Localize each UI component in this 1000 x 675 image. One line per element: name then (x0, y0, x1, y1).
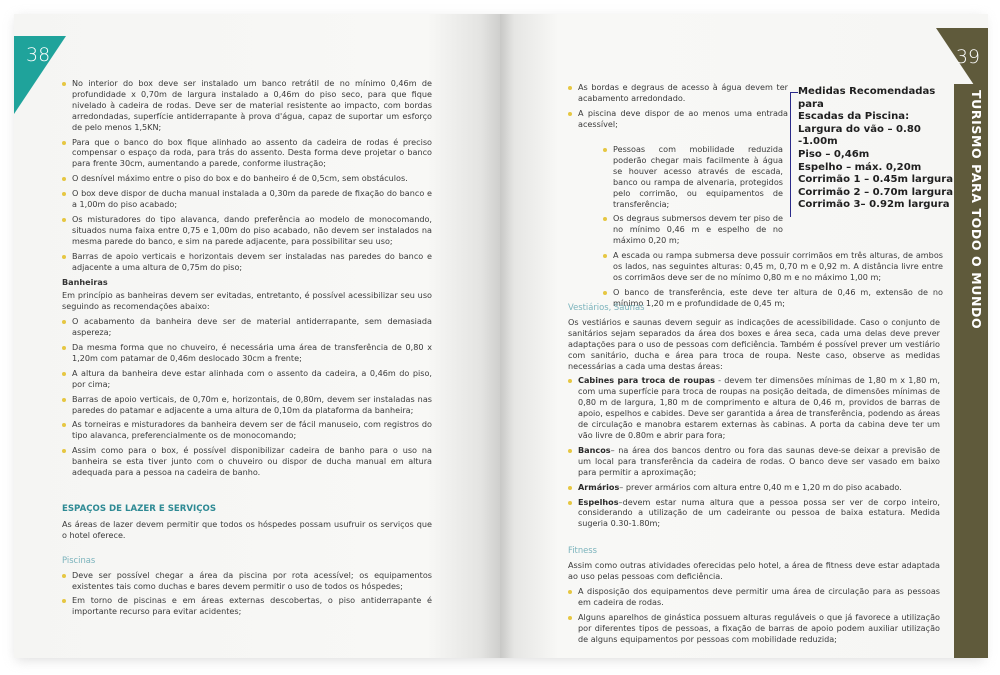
page-number-left: 38 (26, 44, 51, 66)
fitness-heading: Fitness (568, 545, 598, 556)
left-column (62, 78, 432, 621)
list-item: Para que o banco do box fique alinhado ao assento da cadeira de rodas é preciso compensar o espaço da roda, para trás do assento. Desta forma deve projetar o banco para frente 30cm, aumentando a parede, conforme ilustração; (62, 137, 432, 170)
list-item: No interior do box deve ser instalado um banco retrátil de no mínimo 0,46m de profundidade x 0,70m de largura instalado a 0,46m do piso seco, para que fique nivelado à cadeira de rodas. Deve ser de material resistente ao impacto, com bordas arredondadas, superfície antiderrapante à prova d'água, capaz de suportar um esforço de pelo menos 1,5KN; (62, 78, 432, 133)
list-item: Os misturadores do tipo alavanca, dando preferência ao modelo de monocomando, situados numa faixa entre 0,75 e 1,00m do piso acabado, não devem ser instalados na mesma parede do banco, e sim na parede adjacente, para possibilitar seu uso; (62, 214, 432, 247)
lead-text: Armários (578, 481, 620, 492)
page-number-right: 39 (955, 46, 980, 68)
list-item: A disposição dos equipamentos deve permitir uma área de circulação para as pessoas em cadeira de rodas. (568, 586, 940, 608)
box-line: Corrimão 1 – 0.45m largura (798, 174, 954, 186)
box-line: Piso – 0,46m (798, 148, 870, 160)
list-item: Alguns aparelhos de ginástica possuem alturas reguláveis o que já favorece a utilização por diferentes tipos de pessoas, a fixação de barras de apoio podem auxiliar utilização de alguns equipamentos por pessoas com mobilidade reduzida; (568, 612, 940, 645)
list-item: Em torno de piscinas e em áreas externas descobertas, o piso antiderrapante é importante recurso para evitar acidentes; (62, 595, 432, 617)
box-line: Corrimão 2 – 0.70m largura (798, 186, 954, 198)
section-heading-lazer: ESPAÇOS DE LAZER E SERVIÇOS (62, 504, 217, 514)
list-item (568, 497, 940, 530)
vertical-title: TURISMO PARA TODO O MUNDO (969, 90, 984, 330)
lead-text: Espelhos (578, 496, 619, 507)
list-item: A escada ou rampa submersa deve possuir corrimãos em três alturas, de ambos os lados, nas seguintes alturas: 0,45 m, 0,70 m e 0,92 m. A distância livre entre os corrimãos deve ser de no mínimo 0,80 m e no máximo 1,00 m; (603, 250, 943, 283)
list-item: O acabamento da banheira deve ser de material antiderrapante, sem demasiada aspereza; (62, 316, 432, 338)
right-page (500, 14, 988, 658)
item-text: – na área dos bancos dentro ou fora das saunas deve-se deixar a previsão de um local para transferência da cadeira de rodas. O banco deve ser vasado em baixo para permitir a aproximação; (578, 444, 940, 477)
box-line: Medidas Recomendadas para (798, 86, 936, 110)
list-item: O box deve dispor de ducha manual instalada a 0,30m da parede de fixação do banco e a 1,00m do piso acabado; (62, 188, 432, 210)
list-item: Pessoas com mobilidade reduzida poderão chegar mais facilmente à água se houver acesso através de escada, banco ou rampa de alvenaria, protegidos pelo corrimão, ou equipamentos de transferência; (603, 144, 783, 209)
list-item (568, 445, 940, 478)
list-item: As bordas e degraus de acesso à água devem ter acabamento arredondado. (568, 82, 788, 104)
list-item (568, 482, 940, 493)
vestiarios-bullets (568, 375, 940, 529)
list-item: Barras de apoio verticais, de 0,70m e, horizontais, de 0,80m, devem ser instaladas nas paredes do patamar e adjacente a uma altura de 0,10m da plataforma da banheira; (62, 394, 432, 416)
list-item: A piscina deve dispor de ao menos uma entrada acessível; (568, 108, 788, 130)
box-bullets (62, 78, 432, 273)
list-item: Deve ser possível chegar a área da piscina por rota acessível; os equipamentos existentes tais como duchas e bares devem permitir o uso de todos os hóspedes; (62, 570, 432, 592)
right-top-column (568, 82, 788, 134)
fitness-intro: Assim como outras atividades oferecidas pelo hotel, a área de fitness deve estar adaptada ao uso pelas pessoas com deficiência. (568, 560, 940, 582)
box-line: Corrimão 3– 0.92m largura (798, 199, 950, 211)
banheiras-bullets (62, 316, 432, 478)
list-item: O desnível máximo entre o piso do box e do banheiro é de 0,5cm, sem obstáculos. (62, 173, 432, 184)
list-item: Barras de apoio verticais e horizontais devem ser instaladas nas paredes do banco e adjacente a uma altura de 0,75m do piso; (62, 251, 432, 273)
box-line: Espelho – máx. 0,20m (798, 161, 922, 173)
box-line: Largura do vão – 0.80 -1.00m (798, 123, 921, 148)
list-item: Assim como para o box, é possível disponibilizar cadeira de banho para o uso na banheira se esta tiver junto com o chuveiro ou dispor de ducha manual em altura adequada para a pessoa na cadeira de banho. (62, 445, 432, 478)
left-page (14, 14, 500, 658)
lead-text: Bancos (578, 444, 611, 455)
lead-text: Cabines para troca de roupas (578, 375, 715, 386)
banheiras-intro: Em princípio as banheiras devem ser evitadas, entretanto, é possível acessibilizar seu uso seguindo as recomendações abaixo: (62, 290, 432, 312)
vestiarios-intro: Os vestiários e saunas devem seguir as indicações de acessibilidade. Caso o conjunto de sanitários sejam separados da área dos boxes e área seca, cada uma delas deve prever adaptações para o uso de pessoas com deficiência. Também é possível prever um vestiário com sanitário, ducha e área para troca de roupa. Neste caso, observe as medidas necessárias a cada uma destas áreas: (568, 316, 940, 371)
banheiras-heading: Banheiras (62, 276, 108, 287)
list-item: A altura da banheira deve estar alinhada com o assento da cadeira, a 0,46m do piso, por cima; (62, 368, 432, 390)
piscina-bullets (568, 82, 788, 130)
list-item: O banco de transferência, este deve ter altura de 0,46 m, extensão de no mínimo 1,20 m e profundidade de 0,45 m; (603, 287, 943, 309)
list-item: Os degraus submersos devem ter piso de no mínimo 0,46 m e espelho de no máximo 0,20 m; (603, 213, 783, 246)
list-item: Da mesma forma que no chuveiro, é necessária uma área de transferência de 0,80 x 1,20m com patamar de 0,46m deslocado 30cm a frente; (62, 342, 432, 364)
list-item (568, 375, 940, 440)
section-intro: As áreas de lazer devem permitir que todos os hóspedes possam usufruir os serviços que o hotel oferece. (62, 518, 432, 540)
list-item: As torneiras e misturadores da banheira devem ser de fácil manuseio, com registros do tipo alavanca, preferencialmente os de monocomando; (62, 419, 432, 441)
fitness-bullets (568, 586, 940, 645)
right-sub-column (568, 144, 943, 313)
box-line: Escadas da Piscina: (798, 111, 910, 123)
item-text: - devem ter dimensões mínimas de 1,80 m x 1,80 m, com uma superfície para troca de roupas na posição deitada, de dimensões mínimas de 0,80 m de largura, 1,80 m de comprimento e altura de 0,46 m, providos de barras de apoio, espelhos e cabides. Deve ser garantida a área de transferência, podendo as áreas de circulação e manobra estarem externas às cabinas. A porta da cabina deve ter um vão livre de 0.80m e abrir para fora; (578, 375, 940, 440)
sub-bullets (568, 144, 943, 309)
right-lower-column (568, 302, 940, 648)
piscinas-heading: Piscinas (62, 554, 96, 565)
item-text: –devem estar numa altura que a pessoa possa ser ver de corpo inteiro, considerando a utilização de um cadeirante ou pessoa de baixa estatura. Medida sugeria 0.30-1.80m; (578, 496, 940, 529)
item-text: – prever armários com altura entre 0,40 m e 1,20 m do piso acabado. (619, 481, 902, 492)
vestiarios-heading: Vestiários, Saunas (568, 302, 645, 312)
piscinas-bullets (62, 570, 432, 618)
